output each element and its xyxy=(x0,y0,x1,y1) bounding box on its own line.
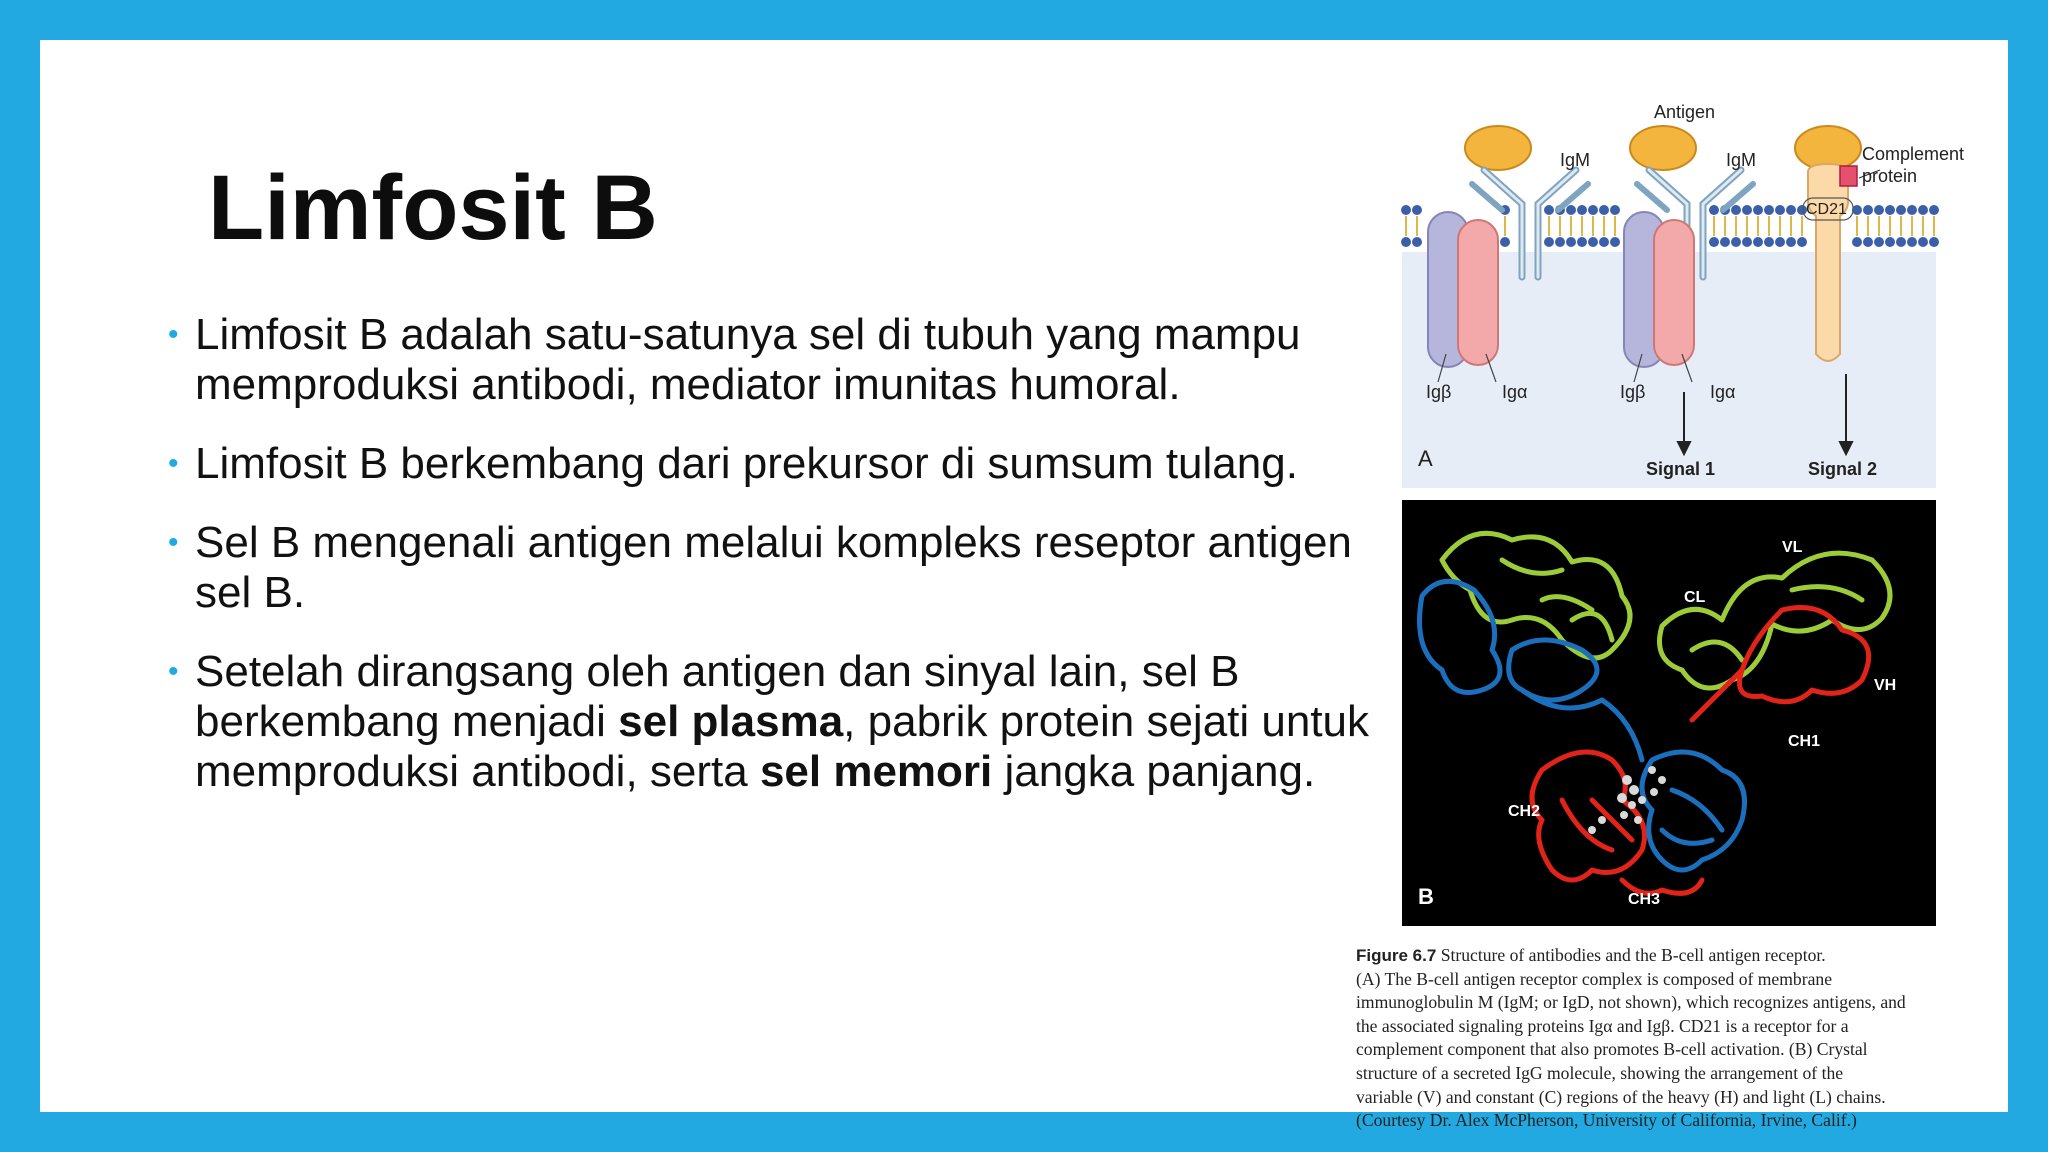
complement-label-line1: Complement xyxy=(1862,144,1965,164)
caption-line-8: (Courtesy Dr. Alex McPherson, University of California, Irvine, Calif.) xyxy=(1356,1110,1857,1131)
ch3-label: CH3 xyxy=(1628,891,1661,908)
bullet-dot-icon: • xyxy=(168,526,179,559)
bullet-text: jangka panjang. xyxy=(992,747,1316,796)
antigen-label: Antigen xyxy=(1654,102,1716,122)
ig-beta-label-1: Igβ xyxy=(1426,382,1452,402)
ig-alpha-label-1: Igα xyxy=(1502,382,1528,402)
panel-b-letter: B xyxy=(1418,884,1434,909)
caption-line-3: immunoglobulin M (IgM; or IgD, not shown), which recognizes antigens, and xyxy=(1356,992,1906,1013)
figure-number: Figure 6.7 xyxy=(1356,946,1437,965)
ig-alpha-2 xyxy=(1654,220,1694,365)
signal-2-label: Signal 2 xyxy=(1808,459,1878,479)
vl-label: VL xyxy=(1782,539,1803,556)
bullet-text: Limfosit B berkembang dari prekursor di sumsum tulang. xyxy=(195,439,1298,488)
complement-protein xyxy=(1840,166,1857,186)
caption-line-5: complement component that also promotes B-cell activation. (B) Crystal xyxy=(1356,1039,1868,1060)
ig-alpha-label-2: Igα xyxy=(1710,382,1736,402)
caption-line-1: Structure of antibodies and the B-cell antigen receptor. xyxy=(1440,945,1826,965)
bullet-item xyxy=(168,518,1388,618)
antigen-2 xyxy=(1630,126,1696,170)
figure-caption xyxy=(1356,944,2026,1133)
bullet-text: Setelah dirangsang oleh antigen dan sinyal lain, sel B berkembang menjadi xyxy=(195,647,1240,746)
slide-frame xyxy=(40,40,2008,1131)
bullet-item xyxy=(168,439,1388,489)
cd21-label: CD21 xyxy=(1806,201,1847,218)
bullet-item xyxy=(168,647,1388,797)
bullet-bold-term: sel memori xyxy=(759,747,993,796)
vh-label: VH xyxy=(1874,677,1897,694)
ig-beta-label-2: Igβ xyxy=(1620,382,1646,402)
bullet-dot-icon: • xyxy=(168,318,179,351)
ch2-label: CH2 xyxy=(1508,803,1541,820)
figure-panel-b xyxy=(1362,500,1936,928)
caption-line-4: the associated signaling proteins Igα and Igβ. CD21 is a receptor for a xyxy=(1356,1015,1849,1036)
bullet-text: Limfosit B adalah satu-satunya sel di tubuh yang mampu memproduksi antibodi, mediator imunitas humoral. xyxy=(195,310,1301,409)
bullet-item xyxy=(168,310,1388,410)
antigen-1 xyxy=(1465,126,1531,170)
panel-a-letter: A xyxy=(1418,446,1433,471)
cl-label: CL xyxy=(1684,589,1706,606)
complement-label-line2: protein xyxy=(1862,166,1918,186)
caption-line-2: (A) The B-cell antigen receptor complex is composed of membrane xyxy=(1356,968,1833,989)
bullet-dot-icon: • xyxy=(168,447,179,480)
ig-alpha-1 xyxy=(1458,220,1498,365)
ch1-label: CH1 xyxy=(1788,733,1821,750)
igm-label-1: IgM xyxy=(1560,150,1591,170)
bullet-bold-term: sel plasma xyxy=(618,697,844,746)
bullet-list xyxy=(168,310,1388,826)
bullet-text: , pabrik protein sejati untuk memproduksi antibodi, serta xyxy=(195,697,1370,796)
caption-line-6: structure of a secreted IgG molecule, showing the arrangement of the xyxy=(1356,1062,1844,1083)
figure-panel-a xyxy=(1362,92,1965,488)
slide-title: Limfosit B xyxy=(208,157,658,259)
igm-label-2: IgM xyxy=(1726,150,1757,170)
signal-1-label: Signal 1 xyxy=(1646,459,1716,479)
bullet-dot-icon: • xyxy=(168,655,179,688)
caption-line-7: variable (V) and constant (C) regions of the heavy (H) and light (L) chains. xyxy=(1356,1086,1886,1107)
bullet-text: Sel B mengenali antigen melalui kompleks reseptor antigen sel B. xyxy=(195,518,1352,617)
